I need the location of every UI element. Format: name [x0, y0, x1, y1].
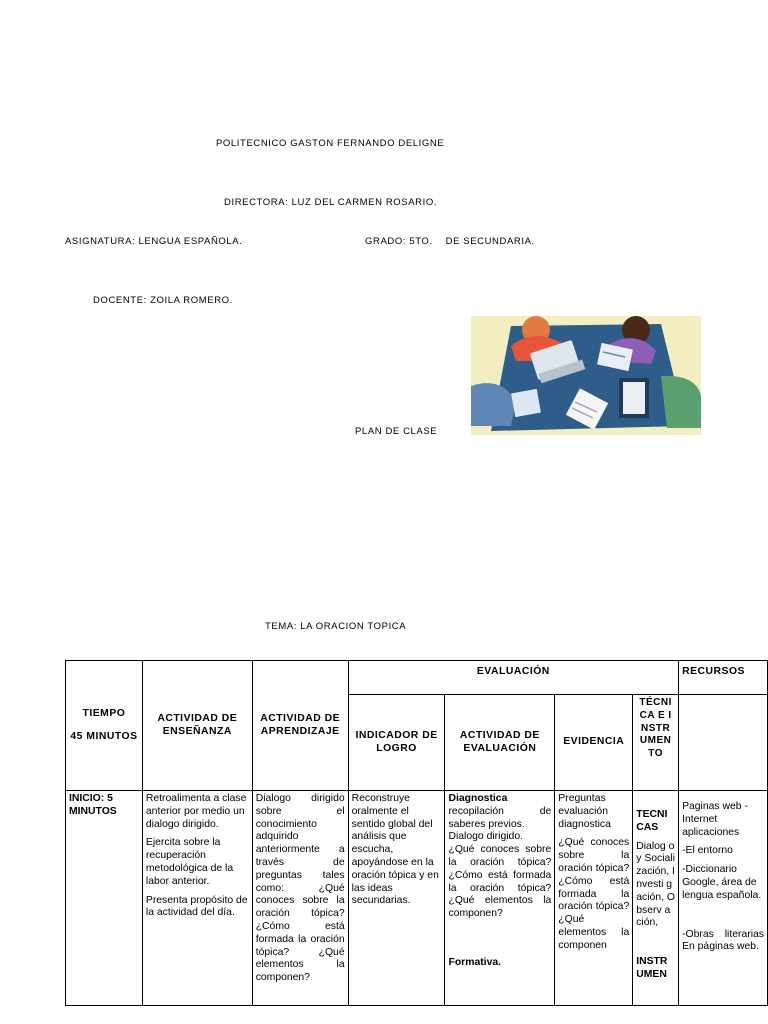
teaching-header: ACTIVIDAD DE ENSEÑANZA [142, 661, 252, 791]
teaching-cell [142, 791, 252, 1006]
director-name: DIRECTORA: LUZ DEL CARMEN ROSARIO. [224, 197, 438, 208]
eval-diagnostic-title: Diagnostica [448, 793, 508, 804]
teamwork-illustration [471, 316, 701, 435]
indicator-cell: Reconstruye oralmente el sentido global del análisis que escucha, apoyándose en la oración tópica y en las ideas secundarias. [348, 791, 445, 1006]
resources-header: RECURSOS [679, 661, 768, 695]
resources-cell [679, 791, 768, 1006]
learning-cell: Dialogo dirigido sobre el conocimiento adquirido anteriormente a través de preguntas tales como: ¿Qué conoces sobre la oración tópica? ¿Cómo está formada la oración tópica? ¿Qué elementos la componen? [252, 791, 348, 1006]
eval-text: Dialogo dirigido. [448, 831, 523, 843]
resource-text: -Obras literarias En páginas web. [682, 928, 764, 953]
resource-text: -El entorno [682, 845, 733, 857]
resource-text: Paginas web -Internet aplicaciones [682, 801, 748, 838]
time-cell: INICIO: 5 MINUTOS [66, 791, 143, 1006]
learning-header: ACTIVIDAD DE APRENDIZAJE [252, 661, 348, 791]
topic-title: TEMA: LA ORACION TOPICA [265, 621, 407, 632]
evidence-text: Preguntas evaluación diagnostica [558, 793, 611, 830]
indicator-header: INDICADOR DE LOGRO [348, 695, 445, 791]
evidence-text: ¿Qué conoces sobre la oración tópica? ¿Cómo está formada la oración tópica? ¿Qué elementos la componen [558, 837, 630, 951]
eval-activity-header: ACTIVIDAD DE EVALUACIÓN [445, 695, 555, 791]
eval-formative-title: Formativa. [448, 956, 502, 968]
time-header: TIEMPO 45 MINUTOS [66, 661, 143, 791]
plan-title: PLAN DE CLASE [355, 426, 438, 437]
document-sheet [511, 389, 541, 417]
teaching-text: Retroalimenta a clase anterior por medio un dialogo dirigido. [145, 793, 247, 830]
eval-text: ¿Qué conoces sobre la oración tópica? ¿Cómo está formada la oración tópica? ¿Qué elementos la componen? [448, 844, 552, 920]
subject-label: ASIGNATURA: LENGUA ESPAÑOLA. [65, 236, 243, 247]
technique-title: TECNI CAS [636, 809, 668, 833]
technique-header: TÉCNI CA E INSTR UMEN TO [633, 695, 679, 791]
eval-text: recopilación de saberes previos. [448, 805, 552, 830]
evidence-header: EVIDENCIA [555, 695, 633, 791]
grade-label: GRADO: 5TO. DE SECUNDARIA. [365, 236, 535, 247]
lesson-plan-table [65, 660, 768, 1006]
resources-subheader [679, 695, 768, 791]
teaching-text: Ejercita sobre la recuperación metodológica de la labor anterior. [145, 837, 234, 887]
technique-cell [633, 791, 679, 1006]
instrument-title: INSTR UMEN [636, 956, 668, 980]
eval-activity-cell [445, 791, 555, 1006]
evidence-cell [555, 791, 633, 1006]
teaching-text: Presenta propósito de la actividad del día. [145, 894, 248, 919]
resource-text: -Diccionario Google, área de lengua española. [682, 864, 762, 901]
technique-text: Dialog o y Sociali zación, Investi gación, Observ ación, [636, 840, 675, 929]
evaluation-header: EVALUACIÓN [348, 661, 678, 695]
school-name: POLITECNICO GASTON FERNANDO DELIGNE [216, 138, 445, 149]
teacher-name: DOCENTE: ZOILA ROMERO. [93, 295, 233, 306]
